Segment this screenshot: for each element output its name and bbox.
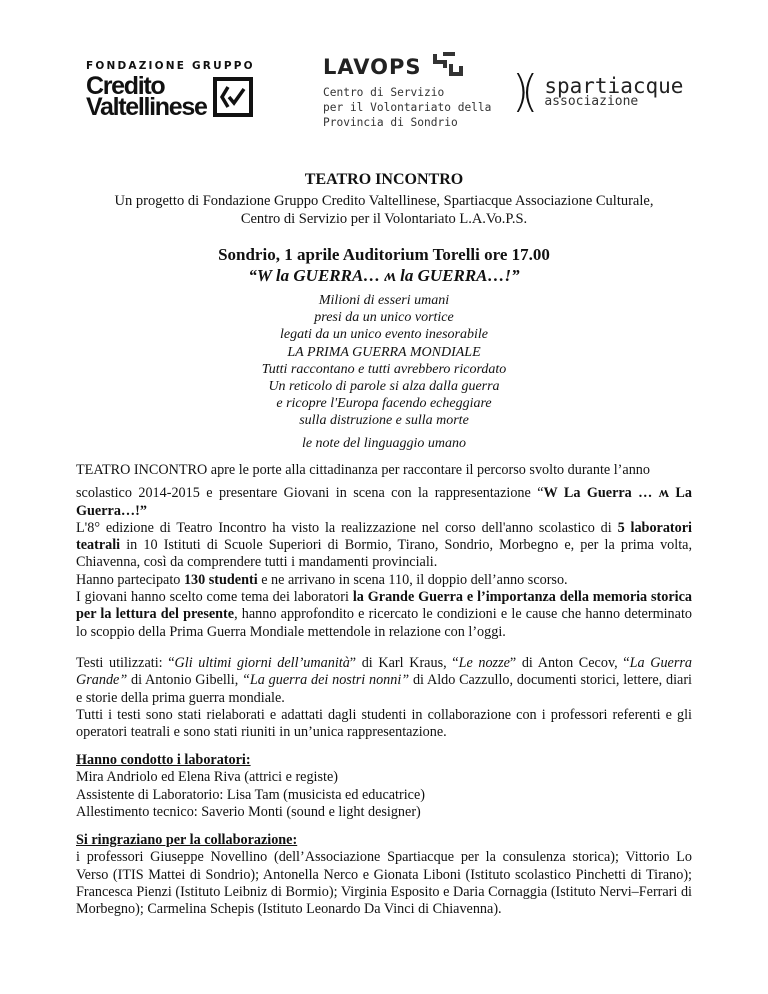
thanks-text: i professori Giuseppe Novellino (dell’Associazione Spartiacque per la consulenza storica); Vittorio Lo Verso (ITIS Mattei di Sondrio); Antonella Nerco e Gionata Liboni (Istituto scolastico Pinchetti di Tirano); Francesca Pienzi (Istituto Leibniz di Bormio); Virginia Esposito e Daria Cornaggia (Istituto Nervi–Ferrari di Morbegno); Carmelina Schepis (Istituto Leonardo Da Vinci di Chiavenna). xyxy=(76,849,692,918)
texts-paragraph xyxy=(76,655,692,741)
lavops-mark-icon xyxy=(431,50,465,83)
laboratori-count: 5 laboratori teatrali xyxy=(76,519,692,554)
credits-line: Assistente di Laboratorio: Lisa Tam (musicista ed educatrice) xyxy=(76,786,425,803)
thanks-section xyxy=(76,832,692,918)
poem-line: Tutti raccontano e tutti avrebbero ricordato xyxy=(261,361,507,377)
theme-highlight: la Grande Guerra e l’importanza della memoria storica per la lettura del presente xyxy=(76,589,692,623)
lavops-logo-line: Centro di Servizio xyxy=(323,86,445,99)
lavops-logo xyxy=(323,50,491,130)
spartiacque-logo-name: spartiacque xyxy=(544,74,684,98)
event-info xyxy=(0,244,768,286)
document-title: TEATRO INCONTRO xyxy=(304,171,464,188)
students-count: 130 studenti xyxy=(183,571,258,588)
event-date-location: Sondrio, 1 aprile Auditorium Torelli ore 17.00 xyxy=(218,245,550,264)
fgcv-mark-icon xyxy=(213,77,253,117)
edition-text-part: L'8° edizione di Teatro Incontro ha visto la realizzazione nel corso dell'anno scolastico di xyxy=(76,519,618,536)
fondazione-credito-valtellinese-logo xyxy=(86,60,255,121)
texts-used-part: ” di Anton Cecov, “ xyxy=(509,655,630,671)
texts-adaptation: Tutti i testi sono stati rielaborati e adattati dagli studenti in collaborazione con i professori referenti e gli operatori teatrali e sono stati riuniti in un’unica rappresentazione. xyxy=(76,706,692,741)
texts-used-part: di Aldo Cazzullo, documenti storici, lettere, diari e storie della prima guerra mondiale. xyxy=(76,672,692,706)
book-title: Gli ultimi giorni dell’umanità xyxy=(174,655,350,671)
credits-heading: Hanno condotto i laboratori: xyxy=(76,752,251,768)
fgcv-logo-top-text: FONDAZIONE GRUPPO xyxy=(86,60,255,72)
credits-line: Allestimento tecnico: Saverio Monti (sound e light designer) xyxy=(76,803,421,820)
lavops-logo-name: LAVOPS xyxy=(323,54,422,79)
intro-text-part: scolastico 2014-2015 e presentare Giovani in scena con la rappresentazione “ xyxy=(76,485,544,502)
poem-line: sulla distruzione e sulla morte xyxy=(299,413,469,429)
edition-text-part: in 10 Istituti di Scuole Superiori di Bormio, Tirano, Sondrio, Morbegno e, per la prima volta, Chiavenna, così da comprendere tutti i mandamenti provinciali. xyxy=(76,537,692,571)
texts-used-part: di Antonio Gibelli, xyxy=(127,672,242,689)
book-title: La Guerra Grande” xyxy=(76,655,692,689)
spartiacque-mark-icon: )( xyxy=(512,66,531,117)
texts-used xyxy=(76,655,692,707)
logo-bar xyxy=(0,50,768,140)
lavops-logo-line: per il Volontariato della xyxy=(323,101,492,114)
spartiacque-logo xyxy=(512,66,684,117)
spartiacque-logo-sub: associazione xyxy=(544,94,639,109)
poem-line: Milioni di esseri umani xyxy=(318,293,450,308)
theme-text-part: , hanno approfondito e ricercato le condizioni e le cause che hanno determinato lo scoppio della Prima Guerra Mondiale mettendole in relazione con l’oggi. xyxy=(76,606,692,640)
show-title: “W la GUERRA… ʍ la GUERRA…!” xyxy=(248,266,520,285)
participants-text xyxy=(76,572,692,589)
poem xyxy=(0,292,768,452)
participants-text-part: Hanno partecipato xyxy=(76,571,184,588)
poem-line: e ricopre l'Europa facendo echeggiare xyxy=(276,396,492,412)
thanks-heading: Si ringraziano per la collaborazione: xyxy=(76,832,298,848)
texts-used-part: Testi utilizzati: “ xyxy=(76,655,175,671)
credits-section xyxy=(76,752,692,821)
poem-line: Un reticolo di parole si alza dalla guerra xyxy=(268,379,500,395)
participants-text-part: e ne arrivano in scena 110, il doppio dell’anno scorso. xyxy=(257,571,568,588)
poem-line: presi da un unico vortice xyxy=(314,310,454,326)
show-title-inline: W La Guerra … ʍ La Guerra…!” xyxy=(76,485,692,519)
credits-line: Mira Andriolo ed Elena Riva (attrici e registe) xyxy=(76,769,338,786)
poem-line: LA PRIMA GUERRA MONDIALE xyxy=(287,344,481,360)
book-title: Le nozze xyxy=(458,655,510,671)
project-description xyxy=(0,192,768,228)
project-description-line2: Centro di Servizio per il Volontariato L.A.Vo.P.S. xyxy=(240,211,528,227)
book-title: “La guerra dei nostri nonni” xyxy=(242,672,410,689)
theme-text xyxy=(76,589,692,641)
poem-line: le note del linguaggio umano xyxy=(301,435,467,451)
texts-used-part: ” di Karl Kraus, “ xyxy=(349,655,459,671)
theme-text-part: I giovani hanno scelto come tema dei laboratori xyxy=(76,589,353,606)
lavops-logo-line: Provincia di Sondrio xyxy=(323,116,458,129)
fgcv-logo-line1: Credito xyxy=(86,72,165,100)
poem-line: legati da un unico evento inesorabile xyxy=(279,327,488,343)
fgcv-logo-line2: Valtellinese xyxy=(86,93,207,121)
edition-text xyxy=(76,520,692,572)
intro-text xyxy=(76,485,692,520)
intro-paragraph xyxy=(76,462,692,641)
project-description-line1: Un progetto di Fondazione Gruppo Credito Valtellinese, Spartiacque Associazione Culturale, xyxy=(114,193,654,209)
intro-line: TEATRO INCONTRO apre le porte alla cittadinanza per raccontare il percorso svolto durante l’anno xyxy=(76,462,650,478)
